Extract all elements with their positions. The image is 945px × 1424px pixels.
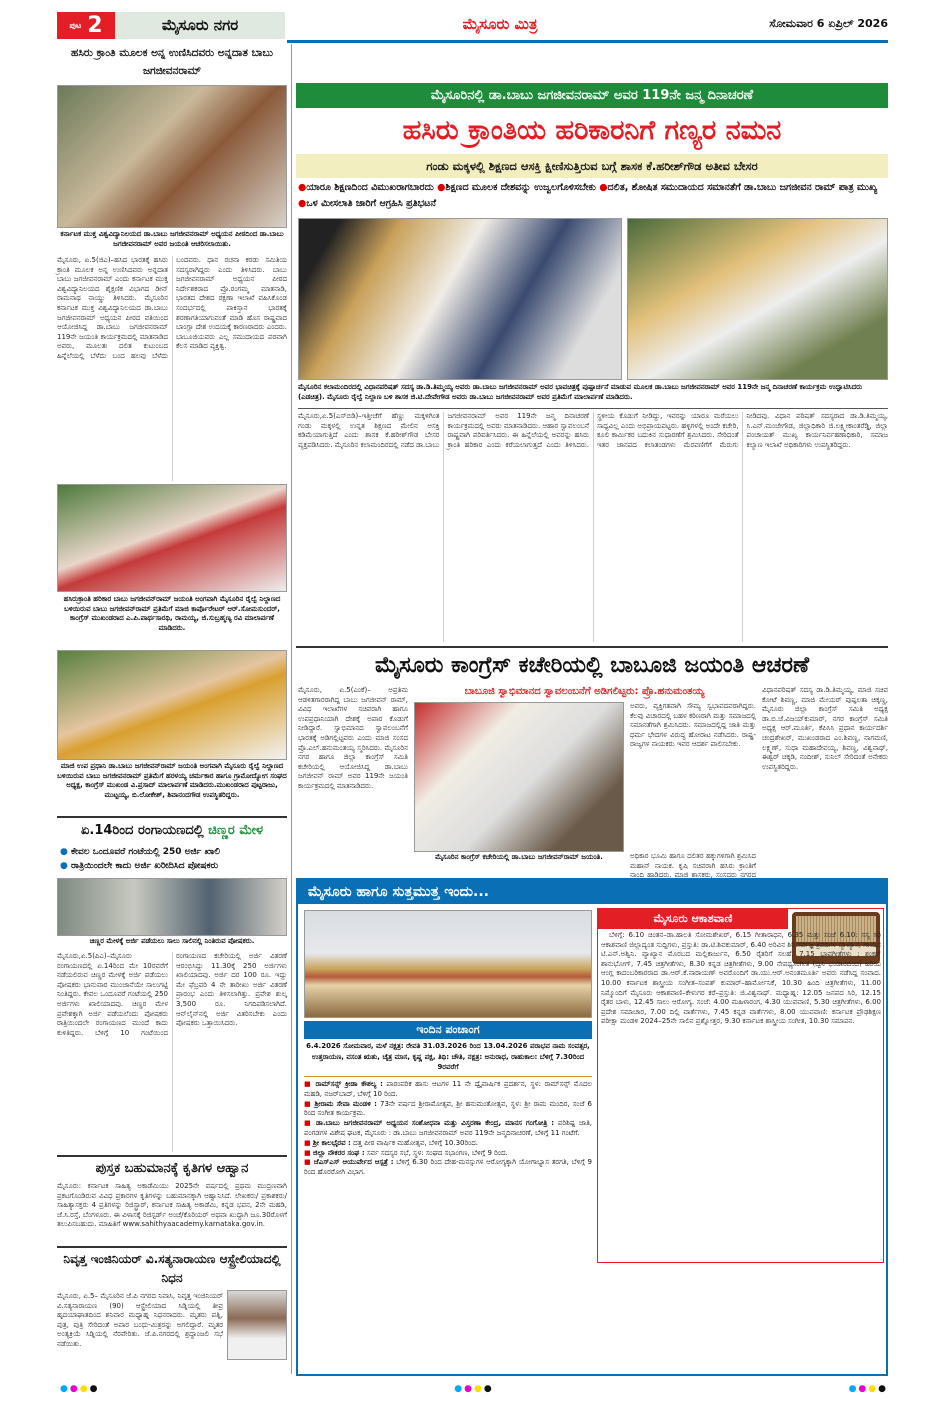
today-title: ಮೈಸೂರು ಹಾಗೂ ಸುತ್ತಮುತ್ತ ಇಂದು... — [298, 880, 886, 904]
page-number-box — [57, 12, 115, 39]
lead-kicker: ಮೈಸೂರಿನಲ್ಲಿ ಡಾ.ಬಾಬು ಜಗಜೀವನರಾಮ್ ಅವರ 119ನೇ ಜನ್ಮ ದಿನಾಚರಣೆ — [296, 83, 888, 108]
headline-highlight: ಚಿಣ್ಣರ ಮೇಳ — [208, 823, 263, 838]
caption-queue: ಚಿಣ್ಣರ ಮೇಳಕ್ಕೆ ಅರ್ಜಿ ಪಡೆಯಲು ಸಾಲು ಸಾಲಿನಲ್ಲಿ ನಿಂತಿರುವ ಪೋಷಕರು. — [89, 937, 255, 945]
lead-bullets — [298, 180, 888, 212]
caption-kswou: ಕರ್ನಾಟಕ ಮುಕ್ತ ವಿಶ್ವವಿದ್ಯಾನಿಲಯದ ಡಾ.ಬಾಬು ಜಗಜೀವನರಾಮ್ ಅಧ್ಯಯನ ಪೀಠದಿಂದ ಡಾ.ಬಾಬು ಜಗಜೀವನರಾಮ್ ಅವರ ಜಯಂತಿ ಆಚರಿಸಲಾಯಿತು. — [60, 230, 284, 248]
headline-part: ಏ.14ರಿಂದ ರಂಗಾಯಣದಲ್ಲಿ — [81, 823, 209, 838]
event-title: ಶ್ರೀ ಕಾಲಭೈರವ : — [312, 1138, 351, 1147]
caption-statue-2: ಮಾಜಿ ಉಪ ಪ್ರಧಾನಿ ಡಾ.ಬಾಬು ಜಗಜೀವನ್‌ರಾಮ್ ಜಯಂತಿ ಅಂಗವಾಗಿ ಮೈಸೂರು ರೈಲ್ವೆ ನಿಲ್ದಾಣದ ಬಳಿಯಿರುವ ಬಾಬು ಜಗಜೀವನರಾಮ್ ಪ್ರತಿಮೆಗೆ ಹರಳಯ್ಯ ಚರ್ಮಕಾರ ಹಾಗೂ ಗ್ರಾಮೋದ್ಯೋಗ ಸಂಘದ ಅಧ್ಯಕ್ಷ, ಕಾಂಗ್ರೆಸ್ ಮುಖಂಡ ವಿ.ಪ್ರಸಾದ್ ಮಾಲಾರ್ಪಣೆ ಮಾಡಿದರು.ಮುಖಂಡರಾದ ಪುಟ್ಟರಾಜು, ಮುಟ್ಟಯ್ಯ, ಬಿ.ಲೋಕೇಶ್, ಶಿವಾನಂದಗೌಡ ಉಪಸ್ಥಿತರಿದ್ದರು. — [57, 762, 287, 799]
left-headline-1: ಹಸಿರು ಕ್ರಾಂತಿ ಮೂಲಕ ಅನ್ನ ಉಣಿಸಿದವರು ಅನ್ನದಾತ ಬಾಬು ಜಗಜೀವನರಾಮ್ — [71, 47, 273, 77]
event-text: ಸರ್ವ ಸದಸ್ಯರ ಸಭೆ, ಸ್ಥಳ: ಸಂಘದ ಸಭಾಂಗಣ, ಬೆಳಿಗ್ಗೆ 9 ರಿಂದ. — [366, 1148, 508, 1157]
column-divider — [291, 44, 292, 1374]
article-annadata: ಮೈಸೂರು, ಏ.5(ಜಿಎ)–ಹಸಿದ ಭಾರತಕ್ಕೆ ಹಸಿರು ಕ್ರಾಂತಿ ಮೂಲಕ ಅನ್ನ ಉಣಿಸಿದವರು ಅನ್ನದಾತ ಬಾಬು ಜಗಜೀವನರಾಮ್ ಎಂದು ಕರ್ನಾಟಕ ಮುಕ್ತ ವಿಶ್ವವಿದ್ಯಾನಿಲಯದ ಶೈಕ್ಷಣಿಕ ವಿಭಾಗದ ಡೀನ್ ರಾಮನಾಥ ನಾಯ್ಡು ತಿಳಿಸಿದರು. ಮೈಸೂರಿನ ಕರ್ನಾಟಕ ಮುಕ್ತ ವಿಶ್ವವಿದ್ಯಾನಿಲಯದ ಡಾ.ಬಾಬು ಜಗಜೀವನರಾಮ್ ಅಧ್ಯಯನ ಪೀಠದ ವತಿಯಿಂದ ಆಯೋಜಿಸಿದ್ದ ಡಾ.ಬಾಬು ಜಗಜೀವನರಾಮ್ 119ನೇ ಜಯಂತಿ ಕಾರ್ಯಕ್ರಮದಲ್ಲಿ ಮಾತನಾಡಿದ ಅವರು, ಮೂಲತಃ ದಲಿತ ಕುಟುಂಬದ ಹಿನ್ನೆಲೆಯಲ್ಲಿ ಬೆಳೆದು ಬಂದ ಹಲವು ಬೆಳೆದು ಬಂದವರು. ಧಾನ ರಚನಾ ಕರಡು ಸಮಿತಿಯ ಸದಸ್ಯರಾಗಿದ್ದರು ಎಂದು ತಿಳಿಸಿದರು. ಬಾಬು ಜಗಜೀವನರಾಮ್ ಅಧ್ಯಯನ ಪೀಠದ ನಿರ್ದೇಶಕರಾದ ಪ್ರೊ.ರಂಗಮ್ಮ ಮಾತನಾಡಿ, ಭಾರತದ ದೇಶದ ರಕ್ಷಣಾ ಇಲಾಖೆ ವಹಿಸಿಕೊಂಡ ಸಂದರ್ಭದಲ್ಲಿ ಪಾಕಿಸ್ತಾನ ಭಾರತಕ್ಕೆ ಶರಣಾಗತಿಯಾಗುವಂತೆ ಮಾಡಿ ಹೊಸ ರಾಷ್ಟ್ರವಾದ ಬಾಂಗ್ಲಾ ದೇಶ ಉದಯಕ್ಕೆ ಕಾರಣರಾದರು ಎಂದರು. ಬಾಬೂಜಿಯವರು ಎಲ್ಲ ಸಮುದಾಯದ ಪರವಾಗಿ ಕೆಲಸ ಮಾಡಿದ ವ್ಯಕ್ತಿತ್ವ. — [57, 256, 287, 360]
bullet-text: ಯಾರೂ ಶಿಕ್ಷಣದಿಂದ ವಿಮುಖರಾಗಬಾರದು — [306, 182, 434, 193]
photo-congress-office — [414, 702, 624, 852]
panchanga-text: 6.4.2026 ಸೋಮವಾರ, ಮಳೆ ನಕ್ಷತ್ರ: ರೇವತಿ 31.03.2026 ರಿಂದ 13.04.2026 ಪರಾಭವ ನಾಮ ಸಂವತ್ಸರ, ಉತ್ತರಾಯಣ, ವಸಂತ ಋತು, ಚೈತ್ರ ಮಾಸ, ಕೃಷ್ಣ ಪಕ್ಷ, ತಿಥಿ: ಚೌತಿ, ನಕ್ಷತ್ರ: ಅನುರಾಧ, ರಾಹುಕಾಲ: ಬೆಳಿಗ್ಗೆ 7.30ರಿಂದ 9ರವರೆಗೆ — [304, 1041, 592, 1077]
rule — [298, 408, 888, 409]
congress-article-right: ವಿಧಾನಪರಿಷತ್ ಸದಸ್ಯ ಡಾ.ಡಿ.ತಿಮ್ಮಯ್ಯ, ಮಾಜಿ ಸಚಿವ ಕೋಟೆ ಶಿವಣ್ಣ, ಮಾಜಿ ಮೇಯರ್ ಪುಷ್ಪಲತಾ ಚಿಕ್ಕಣ್ಣ, ಮೈಸೂರು ಜಿಲ್ಲಾ ಕಾಂಗ್ರೆಸ್ ಸಮಿತಿ ಅಧ್ಯಕ್ಷ ಡಾ.ಬಿ.ಜೆ.ವಿಜಯ್‌ಕುಮಾರ್, ನಗರ ಕಾಂಗ್ರೆಸ್ ಸಮಿತಿ ಅಧ್ಯಕ್ಷ ಆರ್.ಮೂರ್ತಿ, ಕೆಪಿಸಿಸಿ ಪ್ರಧಾನ ಕಾರ್ಯದರ್ಶಿ ಚಂದ್ರಶೇಖರ್, ಮುಖಂಡರಾದ ಎಂ.ಶಿವಣ್ಣ, ನಾಗಮಣಿ, ಲಕ್ಷ್ಮಣ್, ಸುಧಾ ಮಹಾದೇವಯ್ಯ, ಶಿವಣ್ಣ, ವಿಶ್ವನಾಥ್, ಈಶ್ವರ್ ಚಕ್ಕಡಿ, ನಂದೀಶ್, ಸುನಿಲ್ ಸೇರಿದಂತೆ ಅನೇಕರು ಉಪಸ್ಥಿತರಿದ್ದರು. — [762, 686, 888, 771]
congress-article-mid: ಅವರು, ವ್ಯಕ್ತಿಗತವಾಗಿ ಸೌಮ್ಯ ಸ್ವಭಾವದವರಾಗಿದ್ದರು. ಕೆಲವು ವಿಚಾರದಲ್ಲಿ ಬಹಳ ಕಠಿಣರಾಗಿ ಮತ್ತು ಸಮಾಜದಲ್ಲಿ ಸಮಾನತೆಗಾಗಿ ಶ್ರಮಿಸಿದರು. ಸಮಾಜದಲ್ಲಿದ್ದ ಜಾತಿ ಮತ್ತು ಧರ್ಮ ಭೇದಗಳ ವಿರುದ್ಧ ಹೋರಾಟ ನಡೆಸಿದರು. ರಾಷ್ಟ್ರ-ರಾಜ್ಯಗಳ ನಾಯಕರು ಇವರ ಆದರ್ಶ ಪಾಲಿಸಬೇಕು. — [630, 702, 756, 749]
page-label: ಪುಟ — [69, 20, 82, 30]
radio-schedule: ಬೆಳಿಗ್ಗೆ: 6.10 ಚಿಂತನ–ಡಾ.ಹಾಲತಿ ಸೋಮಶೇಖರ್, 6.15 ಗೀತಾರಾಧನ, 6.35 ಮತ್ತು ಸಂಜೆ 6.10: ಸಸ್ಯ ಸಿರಿ ಆಕಾಶವಾಣಿ ಜಿಲ್ಲಾದ್ಯಂತ ಸುದ್ದಿಗಳು, ಪ್ರಸ್ತುತಿ: ಡಾ.ಟಿ.ಶಿವಕುಮಾರ್, 6.40 ಅರಿವಿನ ಶಿರಿ ಸರ್ವಜ್ಞ ತ್ರಿಪದಿಗಳ ವ್ಯಾಖ್ಯಾನ, ಗಾಯನ ಟಿ.ಎನ್.ಅಶ್ವಿನಿ. ವ್ಯಾಖ್ಯಾನ ಮೊರಬದ ಮಲ್ಲಿಕಾರ್ಜುನ, 6.50 ರೈತರಿಗೆ ಸಲಹೆ, 7.15 ಭಾವಗೀತೆಗಳು : ಶಂಕರ್ ಶಾನುಭೋಗ್, 7.45 ಚಿತ್ರಗೀತೆಗಳು, 8.30 ಕನ್ನಡ ಚಿತ್ರಗೀತೆಗಳು, 9.00 ನೇಪಥ್ಯಸಂಗೀತ (ದ್ವನಿ ಭಂಡಾರದಿಂದ) ಹಿರಿಯ ಆಂಗ್ಲ ಕಾದಂಬರಿಕಾರರಾದ ಡಾ.ಆರ್.ಕೆ.ನಾರಾಯಣ್ ಅವರೊಂದಿಗೆ ಡಾ.ಯು.ಆರ್.ಅನಂತಮೂರ್ತಿ ಅವರು ನಡೆಸಿದ್ದ ಸಂವಾದ. 10.00 ಕರ್ನಾಟಕ ಶಾಸ್ತ್ರೀಯ ಸಂಗೀತ–ಸಂಪತ್ ಕುಮಾರ್–ಹಾರ್ಮೋನಿಕೆ, 10.30 ಹಿಂದಿ ಚಿತ್ರಗೀತೆಗಳು, 11.00 ನಿಮ್ಮೊಂದಿಗೆ ಮೈಸೂರು ಆಕಾಶವಾಣಿ–ಕೇಳುಗರ ಕರೆ–ಪ್ರಸ್ತುತಿ: ಜಿ.ವಿಶ್ವನಾಥ್. ಮಧ್ಯಾಹ್ನ: 12.05 ಜನಪದ ಸಿರಿ, 12.15 ರೈತರ ಬಾಳು, 12.45 ಸಾಲು ಆರೋಗ್ಯ. ಸಂಜೆ: 4.00 ಮಹಿಳಾರಂಗ, 4.30 ಯುವವಾಣಿ, 5.30 ಚಿತ್ರಗೀತೆಗಳು, 6.00 ಪ್ರದೇಶ ಸಮಾಚಾರ, 7.00 ದಿಲ್ಲಿ ವಾರ್ತೆಗಳು, 7.45 ಕನ್ನಡ ವಾರ್ತೆಗಳು, 8.00 ಯುವವಾಣಿ: ಕರ್ನಾಟಕ ಪ್ರೌಢಶಿಕ್ಷಣ ಪರೀಕ್ಷಾ ಮಂಡಳಿ 2024–25ನೇ ಸಾಲಿನ ಪ್ರಶ್ನೋತ್ತರ, 9.30 ಕರ್ನಾಟಕ ಶಾಸ್ತ್ರೀಯ ಸಂಗೀತ, 10.30 ಸಮಾಪನ. — [601, 931, 881, 1026]
congress-article-left: ಮೈಸೂರು, ಏ.5(ಎಂಕೆ)– ಅಪ್ರತಿಮ ಆಡಳಿತಗಾರರಾಗಿದ್ದ ಬಾಬು ಜಗಜೀವನ್ ರಾಮ್, ವಿವಿಧ ಇಲಾಖೆಗಳ ಸಚಿವರಾಗಿ ಹಾಗೂ ಉಪಪ್ರಧಾನಿಯಾಗಿ ದೇಶಕ್ಕೆ ಅಪಾರ ಕೊಡುಗೆ ನೀಡಿದ್ದಾರೆ. ಸ್ವಾಭಿಮಾನದ ಸ್ವಾವಲಂಬನೆಗೆ ಭಾರತಕ್ಕೆ ಅಡಿಗಲ್ಲಿಟ್ಟವರು ಎಂದು ಮಾಜಿ ಸಂಸದ ಪ್ರೊ.ಎಲ್.ಹನುಮಂತಯ್ಯ ಸ್ಮರಿಸಿದರು. ಮೈಸೂರಿನ ನಗರ ಹಾಗೂ ಜಿಲ್ಲಾ ಕಾಂಗ್ರೆಸ್ ಸಮಿತಿ ಕಚೇರಿಯಲ್ಲಿ ಆಯೋಜಿಸಿದ್ದ ಡಾ.ಬಾಬು ಜಗಜೀವನ್ ರಾಮ್ ಅವರ 119ನೇ ಜಯಂತಿ ಕಾರ್ಯಕ್ರಮದಲ್ಲಿ ಮಾತನಾಡಿದರು. — [298, 686, 408, 790]
article-chinnara-mela: ಮೈಸೂರು,ಏ.5(ಪಿಎ)–ಮೈಸೂರು ರಂಗಾಯಣದಲ್ಲಿ ಏ.14ರಿಂದ ಮೇ 10ರವರೆಗೆ ನಡೆಯಲಿರುವ ಚಿಣ್ಣರ ಮೇಳಕ್ಕೆ ಅರ್ಜಿ ಪಡೆಯಲು ಪೋಷಕರು ಭಾನುವಾರ ಮುಂಜಾನೆಯೇ ಸಾಲುಗಟ್ಟಿ ನಿಂತಿದ್ದರು. ಕೇವಲ ಒಂದೂವರೆ ಗಂಟೆಯಲ್ಲಿ 250 ಅರ್ಜಿಗಳು ಖಾಲಿಯಾದವು. ಚಿಣ್ಣರ ಮೇಳ ಪ್ರವೇಶಕ್ಕಾಗಿ ಅರ್ಜಿ ಪಡೆಯಲೆಂದು ಪೋಷಕರು ರಾತ್ರಿಯಿಂದಲೇ ರಂಗಾಯಣದ ಮುಂದೆ ಕಾದು ಕುಳಿತಿದ್ದರು. ಬೆಳಿಗ್ಗೆ 10 ಗಂಟೆಯಿಂದ ರಂಗಾಯಣದ ಕಚೇರಿಯಲ್ಲಿ ಅರ್ಜಿ ವಿತರಣೆ ಆರಂಭಿಸಿದ್ದು 11.30ಕ್ಕೆ 250 ಅರ್ಜಿಗಳು ಖಾಲಿಯಾದವು. ಅರ್ಜಿ ದರ 100 ರೂ. ಇದ್ದು ಮೇ ಫೆಬ್ರವರಿ 4 ನೇ ತಾರೀಖು ಅರ್ಜಿ ವಿತರಣೆ ಪ್ರಾರಂಭ ಎಂದು ತಿಳಿಸಲಾಗಿತ್ತು. ಪ್ರವೇಶ ಶುಲ್ಕ 3,500 ರೂ. ನಿಗದಿಪಡಿಸಲಾಗಿದೆ. ಆನ್‌ಲೈನ್‌ನಲ್ಲಿ ಅರ್ಜಿ ವಿತರಿಸಬೇಕು ಎಂದು ಪೋಷಕರು ಒತ್ತಾಯಿಸಿದರು. — [57, 952, 287, 1037]
event-item: ■ ಶ್ರೀರಾಮ ಸೇವಾ ಮಂಡಳಿ : 73ನೇ ವರ್ಷದ ಶ್ರೀರಾಮೋತ್ಸವ, ಶ್ರೀ ಹನುಮಂತೋತ್ಸವ, ಸ್ಥಳ: ಶ್ರೀ ರಾಮ ಮಂದಿರ, ಸಂಜೆ 6 ರಿಂದ ಸಂಗೀತ ಕಾರ್ಯಕ್ರಮ. — [304, 1099, 592, 1118]
event-text: ಬೆಳಿಗ್ಗೆ 6.30 ರಿಂದ ದೇಹ-ಮನಸ್ಸುಗಳ ಆರೋಗ್ಯಕ್ಕಾಗಿ ಯೋಗಾಭ್ಯಾಸ ತರಗತಿ, ಬೆಳಿಗ್ಗೆ 9 ರಿಂದ ಹೊರರೋಗಿ ವಿಭಾಗ. — [304, 1158, 592, 1177]
lead-subhead: ಗಂಡು ಮಕ್ಕಳಲ್ಲಿ ಶಿಕ್ಷಣದ ಆಸಕ್ತಿ ಕ್ಷೀಣಿಸುತ್ತಿರುವ ಬಗ್ಗೆ ಶಾಸಕ ಕೆ.ಹರೀಶ್‌ಗೌಡ ಅತೀವ ಬೇಸರ — [296, 154, 888, 178]
event-title: ಡಾ.ಬಾಬು ಜಗಜೀವನರಾಮ್ ಅಧ್ಯಯನ ಸಂಶೋಧನಾ ಮತ್ತು ವಿಸ್ತರಣಾ ಕೇಂದ್ರ, ಮಾನಸ ಗಂಗೋತ್ರಿ : — [315, 1119, 555, 1128]
photo-queue — [57, 878, 287, 936]
event-title: ಜೆಎಸ್‌ಎಸ್ ಆಯುರ್ವೇದ ಆಸ್ಪತ್ರೆ : — [313, 1158, 394, 1167]
event-text: ದತ್ತ ಪೀಠ ವಾರ್ಷಿಕ ಮಹೋತ್ಸವ, ಬೆಳಿಗ್ಗೆ 10.30ರಿಂದ. — [353, 1138, 479, 1147]
article-obituary: ಮೈಸೂರು, ಏ.5– ಮೈಸೂರಿನ ಜೆ.ಪಿ ನಗರದ ನಿವಾಸಿ, ನಿವೃತ್ತ ಇಂಜಿನಿಯರ್ ವಿ.ಸತ್ಯನಾರಾಯಣ (90) ಆಸ್ಟ್ರೇಲಿಯಾದ ಸಿಡ್ನಿಯಲ್ಲಿ ತೀವ್ರ ಹೃದಯಾಘಾತದಿಂದ ಶನಿವಾರ ಮಧ್ಯಾಹ್ನ ನಿಧನರಾದರು. ಮೃತರು ಪತ್ನಿ, ಪುತ್ರ, ಪುತ್ರಿ ಸೇರಿದಂತೆ ಅಪಾರ ಬಂಧು-ಮಿತ್ರರನ್ನು ಅಗಲಿದ್ದಾರೆ. ಮೃತರ ಅಂತ್ಯಕ್ರಿಯೆ ಸಿಡ್ನಿಯಲ್ಲಿ ನೆರವೇರಿತು. ಜೆ.ಪಿ.ನಗರದಲ್ಲಿ ಶ್ರದ್ಧಾಂಜಲಿ ಸಭೆ ನಡೆಯಿತು. — [57, 1292, 223, 1348]
rule — [57, 1155, 287, 1157]
event-text: ಪರಿಶಿಷ್ಟ ಜಾತಿ, ಪಂಗಡಗಳ ವಿಶೇಷ ಘಟಕ, ಮೈಸೂರು : ಡಾ.ಬಾಬು ಜಗಜೀವನರಾಮ್ ಅವರ 119ನೇ ಜನ್ಮದಿನಾಚರಣೆ, ಬೆಳಿಗ್ಗೆ 11 ಗಂಟೆಗೆ. — [304, 1119, 593, 1137]
bullet-text: ಕೇವಲ ಒಂದೂವರೆ ಗಂಟೆಯಲ್ಲಿ 250 ಅರ್ಜಿ ಖಾಲಿ — [71, 847, 220, 857]
chinnara-bullets — [60, 845, 288, 873]
masthead: ಮೈಸೂರು ಮಿತ್ರ — [462, 15, 538, 33]
headline-book-prize: ಪುಸ್ತಕ ಬಹುಮಾನಕ್ಕೆ ಕೃತಿಗಳ ಆಹ್ವಾನ — [95, 1161, 249, 1176]
event-item: ■ ಜೆಎಸ್‌ಎಸ್ ಆಯುರ್ವೇದ ಆಸ್ಪತ್ರೆ : ಬೆಳಿಗ್ಗೆ 6.30 ರಿಂದ ದೇಹ-ಮನಸ್ಸುಗಳ ಆರೋಗ್ಯಕ್ಕಾಗಿ ಯೋಗಾಭ್ಯಾಸ ತರಗತಿ, ಬೆಳಿಗ್ಗೆ 9 ರಿಂದ ಹೊರರೋಗಿ ವಿಭಾಗ. — [304, 1158, 592, 1177]
rule — [57, 1246, 287, 1248]
congress-subhead: ಬಾಬೂಜಿ ಸ್ವಾಭಿಮಾನದ ಸ್ವಾವಲಂಬನೆಗೆ ಅಡಿಗಲಿಟ್ಟರು: ಪ್ರೊ.ಹನುಮಂತಯ್ಯ — [464, 686, 705, 697]
panchanga-title: ಇಂದಿನ ಪಂಚಾಂಗ — [304, 1021, 592, 1039]
bullet-item: ● ರಾತ್ರಿಯಿಂದಲೇ ಕಾದು ಅರ್ಜಿ ಖರೀದಿಸಿದ ಪೋಷಕರು — [60, 861, 219, 871]
bullet-text: ರಾತ್ರಿಯಿಂದಲೇ ಕಾದು ಅರ್ಜಿ ಖರೀದಿಸಿದ ಪೋಷಕರು — [71, 861, 219, 871]
bullet-text: ಒಳ ಮೀಸಲಾತಿ ಜಾರಿಗೆ ಆಗ್ರಹಿಸಿ ಪ್ರತಿಭಟನೆ — [306, 198, 437, 209]
header-rule — [287, 40, 888, 43]
lead-headline: ಹಸಿರು ಕ್ರಾಂತಿಯ ಹರಿಕಾರನಿಗೆ ಗಣ್ಯರ ನಮನ — [402, 115, 782, 146]
event-item: ■ ಶ್ರೀ ಕಾಲಭೈರವ : ದತ್ತ ಪೀಠ ವಾರ್ಷಿಕ ಮಹೋತ್ಸವ, ಬೆಳಿಗ್ಗೆ 10.30ರಿಂದ. — [304, 1138, 479, 1147]
bullet-item: ● ಕೇವಲ ಒಂದೂವರೆ ಗಂಟೆಯಲ್ಲಿ 250 ಅರ್ಜಿ ಖಾಲಿ — [60, 847, 220, 857]
photo-mysore-palace — [304, 910, 592, 1018]
rule — [57, 816, 287, 818]
event-item: ■ ರಾಮ್‌ಸನ್ಸ್ ಕ್ರೀಡಾ ಕೌಶಲ್ಯ : ಪಾರಂಪರಿಕ ಹಾಸು ಆಟಗಳ 11 ನೇ ದ್ವೈವಾರ್ಷಿಕ ಪ್ರದರ್ಶನ, ಸ್ಥಳ: ರಾಮ್‌ಸನ್ಸ್ ಮೊದಲ ಮಹಡಿ, ನಜರ್‌ಬಾದ್, ಬೆಳಿಗ್ಗೆ 10 ರಿಂದ. — [304, 1080, 592, 1098]
congress-headline: ಮೈಸೂರು ಕಾಂಗ್ರೆಸ್ ಕಚೇರಿಯಲ್ಲಿ ಬಾಬೂಜಿ ಜಯಂತಿ ಆಚರಣೆ — [374, 653, 810, 678]
lead-article: ಮೈಸೂರು,ಏ.5(ಎಸ್‌ಬಿಡಿ)–ಇತ್ತೀಚೆಗೆ ಹೆಣ್ಣು ಮಕ್ಕಳಿಗಿಂತ ಗಂಡು ಮಕ್ಕಳಲ್ಲಿ ಉನ್ನತ ಶಿಕ್ಷಣದ ಮೇಲಿನ ಆಸಕ್ತಿ ಕಡಿಮೆಯಾಗುತ್ತಿದೆ ಎಂದು ಶಾಸಕ ಕೆ.ಹರೀಶ್‌ಗೌಡ ಬೇಸರ ವ್ಯಕ್ತಪಡಿಸಿದರು. ಮೈಸೂರಿನ ಕಲಾಮಂದಿರದಲ್ಲಿ ನಡೆದ ಡಾ.ಬಾಬು ಜಗಜೀವನರಾಮ್ ಅವರ 119ನೇ ಜನ್ಮ ದಿನಾಚರಣೆ ಕಾರ್ಯಕ್ರಮದಲ್ಲಿ ಅವರು ಮಾತನಾಡಿದರು. ಆಹಾರ ಸ್ವಾವಲಂಬನೆ ರಾಷ್ಟ್ರವಾಗಿ ಪರಿವರ್ತಿಸಿದರು. ಈ ಹಿನ್ನೆಲೆಯಲ್ಲಿ ಅವರನ್ನು ಹಸಿರು ಕ್ರಾಂತಿ ಹರಿಕಾರ ಎಂದು ಕರೆಯಲಾಗುತ್ತದೆ ಎಂದು ತಿಳಿಸಿದರು. ಸ್ಥಳೀಯ ಕೊಡುಗೆ ನೀಡಿದ್ದು, ಇವರನ್ನು ಯಾರೂ ಮರೆಯಲು ಸಾಧ್ಯವಿಲ್ಲ ಎಂದು ಅಭಿಪ್ರಾಯಪಟ್ಟರು. ಹಳ್ಳಿಗಳಲ್ಲಿ ಅಂದೇ ಕಚೇರಿ, ಕೂಲಿ ಕಾರ್ಮಿಕರ ಬದುಕಿನ ಸುಧಾರಣೆಗೆ ಶ್ರಮಿಸಿದರು. ಸೇರಿದಂತೆ ಇತರ ಜಾನಪದ ಕಲಾತಂಡಗಳು ಮೆರವಣಿಗೆಗೆ ಮೆರುಗು ನೀಡಿದವು. ವಿಧಾನ ಪರಿಷತ್ ಸದಸ್ಯರಾದ ಡಾ.ಡಿ.ತಿಮ್ಮಯ್ಯ, ಸಿ.ಎನ್.ಮಂಜೇಗೌಡ, ಜಿಲ್ಲಾಧಿಕಾರಿ ಜಿ.ಲಕ್ಷ್ಮೀಕಾಂತರೆಡ್ಡಿ, ಜಿಲ್ಲಾ ಪಂಚಾಯತ್ ಮುಖ್ಯ ಕಾರ್ಯನಿರ್ವಹಣಾಧಿಕಾರಿ, ಸಮಾಜ ಕಲ್ಯಾಣ ಇಲಾಖೆ ಅಧಿಕಾರಿಗಳು ಉಪಸ್ಥಿತರಿದ್ದರು. — [298, 412, 888, 449]
event-text: 73ನೇ ವರ್ಷದ ಶ್ರೀರಾಮೋತ್ಸವ, ಶ್ರೀ ಹನುಮಂತೋತ್ಸವ, ಸ್ಥಳ: ಶ್ರೀ ರಾಮ ಮಂದಿರ, ಸಂಜೆ 6 ರಿಂದ ಸಂಗೀತ ಕಾರ್ಯಕ್ರಮ. — [304, 1099, 592, 1118]
photo-kalamandira — [298, 218, 622, 380]
section-title: ಮೈಸೂರು ನಗರ — [115, 12, 285, 39]
congress-caption: ಮೈಸೂರಿನ ಕಾಂಗ್ರೆಸ್ ಕಚೇರಿಯಲ್ಲಿ ಡಾ.ಬಾಬು ಜಗಜೀವನ್‌ರಾಮ್ ಜಯಂತಿ. — [435, 853, 603, 861]
bullet-text: ದಲಿತ, ಶೋಷಿತ ಸಮುದಾಯದ ಸಮಾನತೆಗೆ ಡಾ.ಬಾಬು ಜಗಜೀವನ ರಾಮ್ ಪಾತ್ರ ಮುಖ್ಯ — [607, 182, 878, 193]
article-book-prize: ಮೈಸೂರು: ಕರ್ನಾಟಕ ಸಾಹಿತ್ಯ ಅಕಾಡೆಮಿಯು 2025ನೇ ವರ್ಷದಲ್ಲಿ ಪ್ರಥಮ ಮುದ್ರಣವಾಗಿ ಪ್ರಕಟಗೊಂಡಿರುವ ವಿವಿಧ ಪ್ರಕಾರಗಳ ಕೃತಿಗಳನ್ನು ಬಹುಮಾನಕ್ಕಾಗಿ ಆಹ್ವಾನಿಸಿದೆ. ಲೇಖಕರು/ ಪ್ರಕಾಶಕರು/ ಸಾಹಿತ್ಯಾಸಕ್ತರು 4 ಪ್ರತಿಗಳನ್ನು ರಿಜಿಸ್ಟ್ರಾರ್, ಕರ್ನಾಟಕ ಸಾಹಿತ್ಯ ಅಕಾಡೆಮಿ, ಕನ್ನಡ ಭವನ, 2ನೇ ಮಹಡಿ, ಜೆ.ಸಿ.ರಸ್ತೆ, ಬೆಂಗಳೂರು. ಈ ವಿಳಾಸಕ್ಕೆ ರಿಜಿಸ್ಟರ್ಡ್ ಅಂಚೆ/ಕೊರಿಯರ್ ಅಥವಾ ಖುದ್ದಾಗಿ ಜೂ.30ರೊಳಗೆ ತಲುಪಿಸಬಹುದು. ಮಾಹಿತಿಗೆ www.sahithyaacademy.karnataka.gov.in. — [57, 1182, 287, 1229]
bullet-text: ಶಿಕ್ಷಣದ ಮೂಲಕ ದೇಶವನ್ನು ಉಜ್ವಲಗೊಳಿಸಬೇಕು — [445, 182, 596, 193]
event-title: ಜಿಲ್ಲಾ ನೌಕರರ ಸಂಘ : — [312, 1148, 365, 1157]
caption-statue-1: ಹಸಿರುಕ್ರಾಂತಿ ಹರಿಕಾರ ಬಾಬು ಜಗಜೀವನ್‌ರಾಮ್ ಜಯಂತಿ ಅಂಗವಾಗಿ ಮೈಸೂರಿನ ರೈಲ್ವೆ ನಿಲ್ದಾಣದ ಬಳಿಯಿರುವ ಬಾಬು ಜಗಜೀವನ್‌ರಾಮ್ ಪ್ರತಿಮೆಗೆ ಮಾಜಿ ಕಾರ್ಪೊರೇಟರ್ ಆರ್.ಸೋಮಸುಂದರ್, ಕಾಂಗ್ರೆಸ್ ಮುಖಂಡರಾದ ಎ.ಪಿ.ಪಾರ್ಥಸಾರಥಿ, ರಾಮಯ್ಯ, ಜಿ.ಸುಬ್ರಹ್ಮಣ್ಯ ರವಿ ಮಾಲಾರ್ಪಣೆ ಮಾಡಿದರು. — [63, 595, 281, 632]
issue-date: ಸೋಮವಾರ 6 ಏಪ್ರಿಲ್ 2026 — [769, 17, 888, 30]
events-list — [304, 1080, 592, 1178]
photo-obituary — [227, 1290, 287, 1360]
registration-marks: ●●●● ●●●● ●●●● — [60, 1384, 888, 1394]
bullet-item: ●ಒಳ ಮೀಸಲಾತಿ ಜಾರಿಗೆ ಆಗ್ರಹಿಸಿ ಪ್ರತಿಭಟನೆ — [298, 198, 437, 209]
photo-statue-garland-2 — [57, 650, 287, 760]
radio-title: ಮೈಸೂರು ಆಕಾಶವಾಣಿ — [598, 909, 788, 929]
event-item: ■ ಜಿಲ್ಲಾ ನೌಕರರ ಸಂಘ : ಸರ್ವ ಸದಸ್ಯರ ಸಭೆ, ಸ್ಥಳ: ಸಂಘದ ಸಭಾಂಗಣ, ಬೆಳಿಗ್ಗೆ 9 ರಿಂದ. — [304, 1148, 508, 1157]
event-title: ಶ್ರೀರಾಮ ಸೇವಾ ಮಂಡಳಿ : — [314, 1099, 377, 1108]
event-text: ಪಾರಂಪರಿಕ ಹಾಸು ಆಟಗಳ 11 ನೇ ದ್ವೈವಾರ್ಷಿಕ ಪ್ರದರ್ಶನ, ಸ್ಥಳ: ರಾಮ್‌ಸನ್ಸ್ ಮೊದಲ ಮಹಡಿ, ನಜರ್‌ಬಾದ್, ಬೆಳಿಗ್ಗೆ 10 ರಿಂದ. — [304, 1080, 592, 1098]
headline-chinnara-mela — [57, 820, 287, 842]
event-item: ■ ಡಾ.ಬಾಬು ಜಗಜೀವನರಾಮ್ ಅಧ್ಯಯನ ಸಂಶೋಧನಾ ಮತ್ತು ವಿಸ್ತರಣಾ ಕೇಂದ್ರ, ಮಾನಸ ಗಂಗೋತ್ರಿ : ಪರಿಶಿಷ್ಟ ಜಾತಿ, ಪಂಗಡಗಳ ವಿಶೇಷ ಘಟಕ, ಮೈಸೂರು : ಡಾ.ಬಾಬು ಜಗಜೀವನರಾಮ್ ಅವರ 119ನೇ ಜನ್ಮದಿನಾಚರಣೆ, ಬೆಳಿಗ್ಗೆ 11 ಗಂಟೆಗೆ. — [304, 1119, 593, 1137]
event-title: ರಾಮ್‌ಸನ್ಸ್ ಕ್ರೀಡಾ ಕೌಶಲ್ಯ : — [315, 1080, 383, 1088]
bullet-item: ●ಯಾರೂ ಶಿಕ್ಷಣದಿಂದ ವಿಮುಖರಾಗಬಾರದು — [298, 182, 434, 193]
photo-railway-statue — [627, 218, 888, 380]
photo-kswou-event — [57, 85, 287, 228]
photo-statue-garland-1 — [57, 484, 287, 592]
bullet-item: ●ಶಿಕ್ಷಣದ ಮೂಲಕ ದೇಶವನ್ನು ಉಜ್ವಲಗೊಳಿಸಬೇಕು — [437, 182, 596, 193]
bullet-item: ●ದಲಿತ, ಶೋಷಿತ ಸಮುದಾಯದ ಸಮಾನತೆಗೆ ಡಾ.ಬಾಬು ಜಗಜೀವನ ರಾಮ್ ಪಾತ್ರ ಮುಖ್ಯ — [599, 182, 878, 193]
headline-obituary: ನಿವೃತ್ತ ಇಂಜಿನಿಯರ್ ವಿ.ಸತ್ಯನಾರಾಯಣ ಆಸ್ಟ್ರೇಲಿಯಾದಲ್ಲಿ ನಿಧನ — [63, 1252, 281, 1285]
page-number: 2 — [87, 13, 103, 38]
lead-caption: ಮೈಸೂರಿನ ಕಲಾಮಂದಿರದಲ್ಲಿ ವಿಧಾನಪರಿಷತ್ ಸದಸ್ಯ ಡಾ.ಡಿ.ತಿಮ್ಮಯ್ಯ ಅವರು ಡಾ.ಬಾಬು ಜಗಜೀವನರಾಮ್ ಅವರ ಭಾವಚಿತ್ರಕ್ಕೆ ಪುಷ್ಪಾರ್ಚನೆ ಮಾಡುವ ಮೂಲಕ ಡಾ.ಬಾಬು ಜಗಜೀವನರಾಮ್ ಅವರ 119ನೇ ಜನ್ಮ ದಿನಾಚರಣೆ ಕಾರ್ಯಕ್ರಮ ಉದ್ಘಾಟಿಸಿದರು (ಎಡಚಿತ್ರ). ಮೈಸೂರು ರೈಲ್ವೆ ನಿಲ್ದಾಣ ಬಳಿ ಶಾಸಕ ಜಿ.ಟಿ.ದೇವೇಗೌಡ ಅವರು ಡಾ.ಬಾಬು ಜಗಜೀವನರಾಮ್ ಅವರ ಪ್ರತಿಮೆಗೆ ಮಾಲಾರ್ಪಣೆ ಮಾಡಿದರು. — [298, 383, 863, 401]
congress-article-bottom: ಅಧಿಕಾರ ಭೂಮಿ ಹಾಗೂ ದಲಿತರ ಹಕ್ಕುಗಳಿಗಾಗಿ ಶ್ರಮಿಸಿದ ಮಹಾನ್ ನಾಯಕ. ಕೃಷಿ ಸಚಿವರಾಗಿ ಹಸಿರು ಕ್ರಾಂತಿಗೆ ನಾಂದಿ ಹಾಡಿದರು. ಮಾಜಿ ಶಾಸಕರು, ಸಂಸದರು ನಗರದ — [630, 852, 756, 880]
